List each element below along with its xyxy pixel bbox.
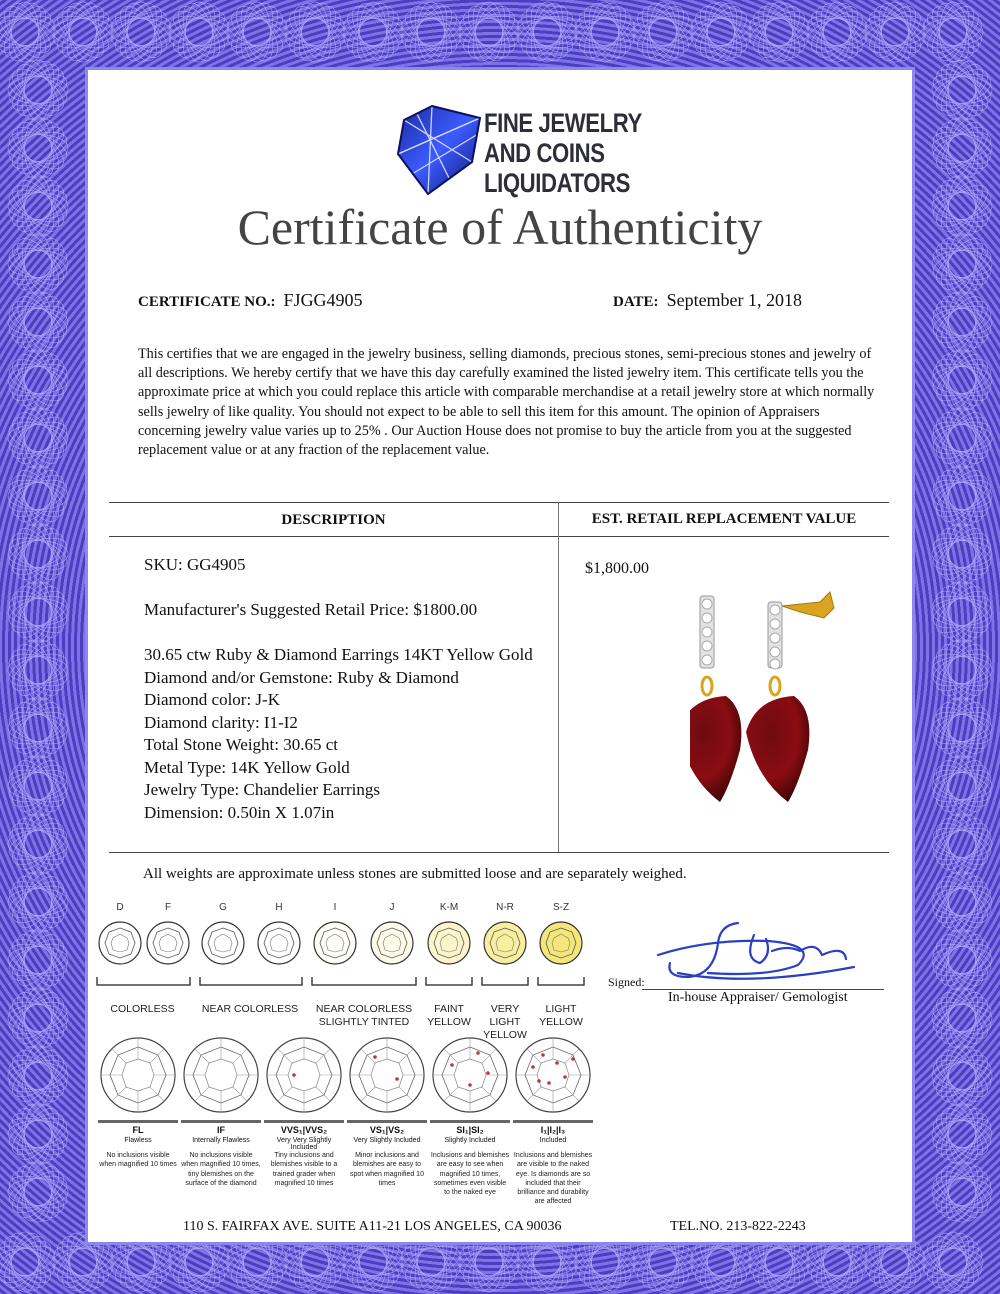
- guilloche-rosette: [5, 1159, 70, 1224]
- color-diamond-icon: [256, 920, 302, 966]
- guilloche-rosette: [50, 0, 115, 65]
- date-row: [613, 290, 802, 311]
- guilloche-rosette: [929, 115, 994, 180]
- clarity-grade: I₁|I₂|I₃: [540, 1125, 566, 1135]
- clarity-grade: VVS₁|VVS₂: [280, 1125, 328, 1135]
- guilloche-rosette: [0, 1229, 58, 1294]
- clarity-diamond-icon: [513, 1035, 593, 1115]
- color-grade-label: H: [275, 902, 283, 913]
- color-category-brackets: [90, 975, 590, 995]
- logo-line-3: LIQUIDATORS: [484, 168, 630, 198]
- description-line: Dimension: 0.50in X 1.07in: [144, 802, 335, 822]
- guilloche-rosette: [224, 0, 289, 65]
- guilloche-rosette: [5, 695, 70, 760]
- guilloche-rosette: [5, 405, 70, 470]
- color-category-label: LIGHT YELLOW: [539, 1003, 583, 1028]
- color-grade-label: J: [389, 902, 395, 913]
- guilloche-rosette: [5, 1101, 70, 1166]
- guilloche-rosette: [929, 1101, 994, 1166]
- guilloche-rosette: [688, 0, 753, 65]
- guilloche-rosette: [5, 927, 70, 992]
- table-top-rule: [109, 502, 889, 503]
- table-header-rule: [109, 536, 889, 537]
- guilloche-rosette: [929, 1159, 994, 1224]
- description-line: Diamond color: J-K: [144, 690, 280, 709]
- footer-phone: TEL.NO. 213-822-2243: [670, 1219, 806, 1234]
- guilloche-rosette: [929, 637, 994, 702]
- clarity-diamond-icon: [430, 1035, 510, 1115]
- description-line: 30.65 ctw Ruby & Diamond Earrings 14KT Yellow Gold: [144, 645, 533, 664]
- clarity-grade-description: Tiny inclusions and blemishes visible to a trained grader when magnified 10 times: [270, 1152, 338, 1187]
- footer-address: 110 S. FAIRFAX AVE. SUITE A11-21 LOS ANGELES, CA 90036: [183, 1219, 562, 1234]
- guilloche-rosette: [929, 811, 994, 876]
- guilloche-rosette: [5, 753, 70, 818]
- color-diamond-icon: [97, 920, 143, 966]
- guilloche-rosette: [5, 173, 70, 238]
- clarity-grade: SI₁|SI₂: [456, 1125, 484, 1135]
- guilloche-rosette: [282, 0, 347, 65]
- guilloche-rosette: [572, 0, 637, 65]
- appraiser-title: In-house Appraiser/ Gemologist: [668, 990, 848, 1005]
- guilloche-rosette: [5, 985, 70, 1050]
- guilloche-rosette: [929, 347, 994, 412]
- color-grade-label: G: [219, 902, 227, 913]
- clarity-grade-description: Minor inclusions and blemishes are easy to spot when magnified 10 times: [350, 1152, 424, 1187]
- guilloche-rosette: [920, 1229, 985, 1294]
- color-diamond-icon: [482, 920, 528, 966]
- logo-wordmark: [484, 108, 642, 198]
- clarity-grade-description: No inclusions visible when magnified 10 times: [99, 1152, 177, 1169]
- value-header: EST. RETAIL REPLACEMENT VALUE: [591, 511, 857, 527]
- clarity-diamond-icon: [98, 1035, 178, 1115]
- logo-line-1: FINE JEWELRY: [484, 108, 642, 138]
- color-grade-label: S-Z: [552, 902, 570, 913]
- description-line: Diamond and/or Gemstone: Ruby & Diamond: [144, 667, 459, 687]
- clarity-diamond-icon: [264, 1035, 344, 1115]
- weights-note: All weights are approximate unless stones are submitted loose and are separately weighed.: [143, 866, 687, 882]
- guilloche-rosette: [5, 521, 70, 586]
- guilloche-rosette: [398, 0, 463, 65]
- color-grade-label: D: [116, 902, 124, 913]
- guilloche-rosette: [5, 289, 70, 354]
- color-diamond-icon: [312, 920, 358, 966]
- color-category-label: FAINT YELLOW: [427, 1003, 471, 1028]
- guilloche-rosette: [5, 347, 70, 412]
- guilloche-rosette: [929, 405, 994, 470]
- guilloche-rosette: [5, 57, 70, 122]
- guilloche-rosette: [5, 637, 70, 702]
- clarity-grade-name: Slightly Included: [444, 1137, 496, 1144]
- color-diamond-icon: [200, 920, 246, 966]
- clarity-diamond-icon: [181, 1035, 261, 1115]
- clarity-grade-description: Inclusions and blemishes are visible to the naked eye. Is diamonds are so included that their brilliance and durability are affected: [513, 1152, 593, 1206]
- description-header: DESCRIPTION: [281, 512, 386, 528]
- guilloche-rosette: [929, 289, 994, 354]
- guilloche-rosette: [929, 927, 994, 992]
- guilloche-rosette: [5, 231, 70, 296]
- guilloche-rosette: [5, 115, 70, 180]
- guilloche-rosette: [929, 173, 994, 238]
- color-category-label: COLORLESS: [110, 1003, 175, 1015]
- guilloche-rosette: [929, 463, 994, 528]
- date-label: DATE:: [613, 294, 659, 310]
- company-logo: [392, 104, 642, 200]
- table-bottom-rule: [109, 852, 889, 853]
- certification-statement: This certifies that we are engaged in the jewelry business, selling diamonds, precious stones, semi-precious stones and jewelry of all descriptions. We hereby certify that we have this day carefully examined the listed jewelry item. This certificate tells you the approximate price at which you could replace this article with comparable merchandise at a retail jewelry store at which normally sells jewelry of like quality. You should not expect to be able to sell this item for this amount. The opinion of Appraisers concerning jewelry value varies up to 25% . Our Auction House does not promise to buy the article from you at the suggested replacement value or at any fraction of the replacement value.: [138, 346, 875, 459]
- diamond-grading-chart: [90, 895, 593, 1215]
- guilloche-rosette: [929, 231, 994, 296]
- color-grade-label: I: [333, 902, 337, 913]
- guilloche-rosette: [108, 0, 173, 65]
- guilloche-rosette: [5, 869, 70, 934]
- earrings-image: [690, 582, 870, 807]
- color-category-label: NEAR COLORLESS: [201, 1003, 299, 1015]
- clarity-grade-name: Included: [539, 1137, 567, 1144]
- color-diamond-icon: [145, 920, 191, 966]
- signed-label: Signed:: [608, 975, 645, 989]
- guilloche-rosette: [929, 753, 994, 818]
- color-grade-label: F: [164, 902, 172, 913]
- color-diamond-icon: [538, 920, 584, 966]
- guilloche-rosette: [929, 521, 994, 586]
- clarity-grade-name: Flawless: [124, 1137, 152, 1144]
- clarity-diamond-icon: [347, 1035, 427, 1115]
- certificate-number-label: CERTIFICATE NO.:: [138, 294, 276, 310]
- retail-value: $1,800.00: [585, 560, 649, 577]
- color-category-label: VERY LIGHT YELLOW: [483, 1003, 527, 1041]
- guilloche-rosette: [5, 811, 70, 876]
- clarity-grade-description: No inclusions visible when magnified 10 times, tiny blemishes on the surface of the diamond: [181, 1152, 261, 1187]
- certificate-title: Certificate of Authenticity: [237, 199, 763, 255]
- clarity-grade: VS₁|VS₂: [369, 1125, 405, 1135]
- description-line: Jewelry Type: Chandelier Earrings: [144, 780, 380, 799]
- logo-line-2: AND COINS: [484, 138, 605, 168]
- description-line: Diamond clarity: I1-I2: [144, 712, 298, 732]
- msrp-line: Manufacturer's Suggested Retail Price: $1800.00: [144, 600, 478, 619]
- date-value: September 1, 2018: [666, 290, 803, 310]
- certificate-number-row: [138, 290, 363, 311]
- description-line: Metal Type: 14K Yellow Gold: [144, 757, 350, 777]
- guilloche-rosette: [929, 695, 994, 760]
- color-grade-label: K-M: [439, 902, 459, 913]
- guilloche-rosette: [5, 579, 70, 644]
- guilloche-rosette: [746, 0, 811, 65]
- guilloche-rosette: [920, 0, 985, 65]
- color-category-label: NEAR COLORLESS SLIGHTLY TINTED: [315, 1003, 413, 1028]
- guilloche-rosette: [929, 57, 994, 122]
- guilloche-rosette: [456, 0, 521, 65]
- guilloche-rosette: [804, 0, 869, 65]
- table-column-divider: [558, 502, 559, 852]
- clarity-grade: FL: [132, 1125, 144, 1135]
- sku-line: SKU: GG4905: [144, 555, 246, 574]
- guilloche-rosette: [630, 0, 695, 65]
- certificate-number: FJGG4905: [283, 290, 363, 310]
- guilloche-rosette: [929, 869, 994, 934]
- guilloche-rosette: [0, 0, 58, 65]
- guilloche-rosette: [340, 0, 405, 65]
- guilloche-rosette: [5, 463, 70, 528]
- appraiser-signature: [648, 915, 868, 990]
- guilloche-rosette: [929, 985, 994, 1050]
- color-grade-label: N-R: [496, 902, 514, 913]
- guilloche-rosette: [5, 1043, 70, 1108]
- clarity-grade-name: Very Slightly Included: [353, 1137, 421, 1144]
- guilloche-rosette: [166, 0, 231, 65]
- guilloche-rosette: [929, 579, 994, 644]
- diamond-logo-icon: [392, 104, 484, 196]
- guilloche-rosette: [862, 0, 927, 65]
- clarity-grade-description: Inclusions and blemishes are easy to see when magnified 10 times, sometimes even visible to the naked eye: [430, 1152, 510, 1197]
- clarity-grade: IF: [217, 1125, 225, 1135]
- color-diamond-icon: [369, 920, 415, 966]
- clarity-grade-name: Very Very Slightly Included: [276, 1137, 332, 1151]
- color-diamond-icon: [426, 920, 472, 966]
- guilloche-rosette: [929, 1043, 994, 1108]
- clarity-grade-name: Internally Flawless: [192, 1137, 250, 1144]
- guilloche-rosette: [514, 0, 579, 65]
- description-line: Total Stone Weight: 30.65 ct: [144, 735, 339, 754]
